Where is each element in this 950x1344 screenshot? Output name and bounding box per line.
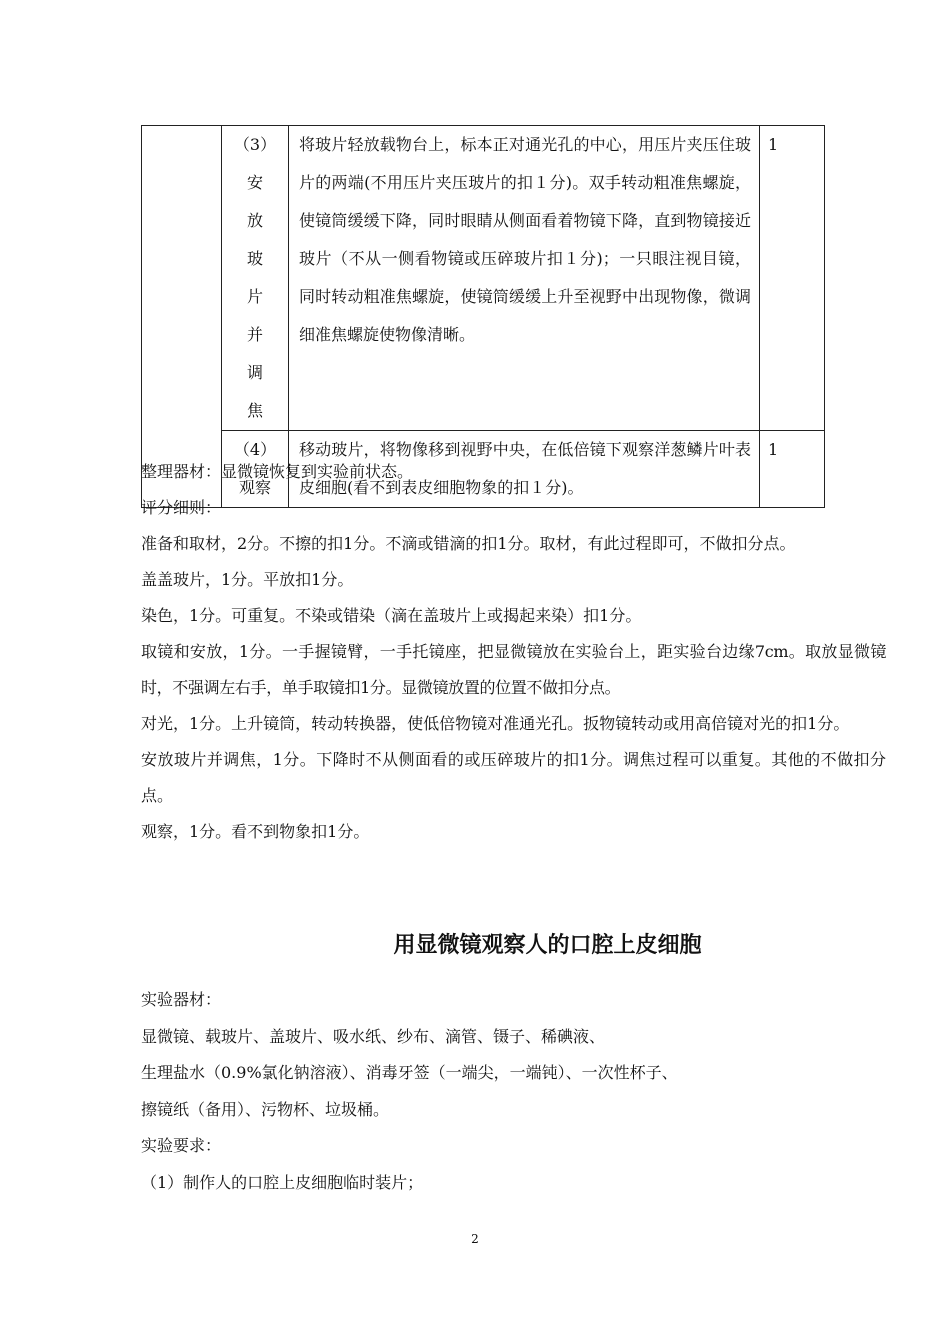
step-number: （3） — [233, 135, 277, 154]
step-score: 1 — [760, 431, 825, 508]
section-body — [141, 982, 886, 1201]
scoring-table — [141, 125, 825, 508]
page-number: 2 — [471, 1232, 479, 1246]
body-line: 取镜和安放，1分。一手握镜臂，一手托镜座，把显微镜放在实验台上，距实验台边缘7cm。取放显微镜时，不强调左右手，单手取镜扣1分。显微镜放置的位置不做扣分点。 — [141, 642, 886, 697]
body-line: 显微镜、载玻片、盖玻片、吸水纸、纱布、滴管、镊子、稀碘液、 — [141, 1026, 606, 1046]
step-description: 移动玻片，将物像移到视野中央，在低倍镜下观察洋葱鳞片叶表皮细胞(看不到表皮细胞物象的扣１分)。 — [289, 431, 760, 508]
body-line: 整理器材：显微镜恢复到实验前状态。 — [141, 462, 414, 481]
scoring-rules — [141, 454, 886, 850]
step-number: （4） — [233, 440, 277, 459]
body-line: （1）制作人的口腔上皮细胞临时装片； — [141, 1172, 424, 1192]
body-line: 观察，1分。看不到物象扣1分。 — [141, 822, 370, 841]
body-line: 染色，1分。可重复。不染或错染（滴在盖玻片上或揭起来染）扣1分。 — [141, 606, 642, 625]
body-line: 实验器材： — [141, 990, 222, 1009]
body-line: 安放玻片并调焦，1分。下降时不从侧面看的或压碎玻片的扣1分。调焦过程可以重复。其他的不做扣分点。 — [141, 750, 886, 805]
body-line: 实验要求： — [141, 1136, 222, 1155]
body-line: 对光，1分。上升镜筒，转动转换器，使低倍物镜对准通光孔。扳物镜转动或用高倍镜对光的扣1分。 — [141, 714, 850, 733]
step-cell — [222, 126, 289, 431]
step-description: 将玻片轻放载物台上，标本正对通光孔的中心，用压片夹压住玻片的两端(不用压片夹压玻片的扣１分)。双手转动粗准焦螺旋，使镜筒缓缓下降，同时眼睛从侧面看着物镜下降，直到物镜接近玻片（不从一侧看物镜或压碎玻片扣１分)；一只眼注视目镜，同时转动粗准焦螺旋，使镜筒缓缓上升至视野中出现物像，微调细准焦螺旋使物像清晰。 — [289, 126, 760, 431]
table-blank-cell — [142, 126, 222, 508]
step-score: 1 — [760, 126, 825, 431]
step-name: 安放玻片并调焦 — [246, 173, 263, 420]
body-line: 生理盐水（0.9%氯化钠溶液）、消毒牙签（一端尖，一端钝）、一次性杯子、 — [141, 1063, 678, 1082]
body-line: 评分细则： — [141, 498, 222, 517]
section-title: 用显微镜观察人的口腔上皮细胞 — [393, 933, 702, 958]
step-name: 观察 — [238, 478, 271, 497]
table-row — [142, 126, 825, 431]
body-line: 准备和取材，2分。不擦的扣1分。不滴或错滴的扣1分。取材，有此过程即可，不做扣分点。 — [141, 534, 796, 553]
body-line: 盖盖玻片，1分。平放扣1分。 — [141, 570, 354, 589]
body-line: 擦镜纸（备用）、污物杯、垃圾桶。 — [141, 1099, 390, 1119]
